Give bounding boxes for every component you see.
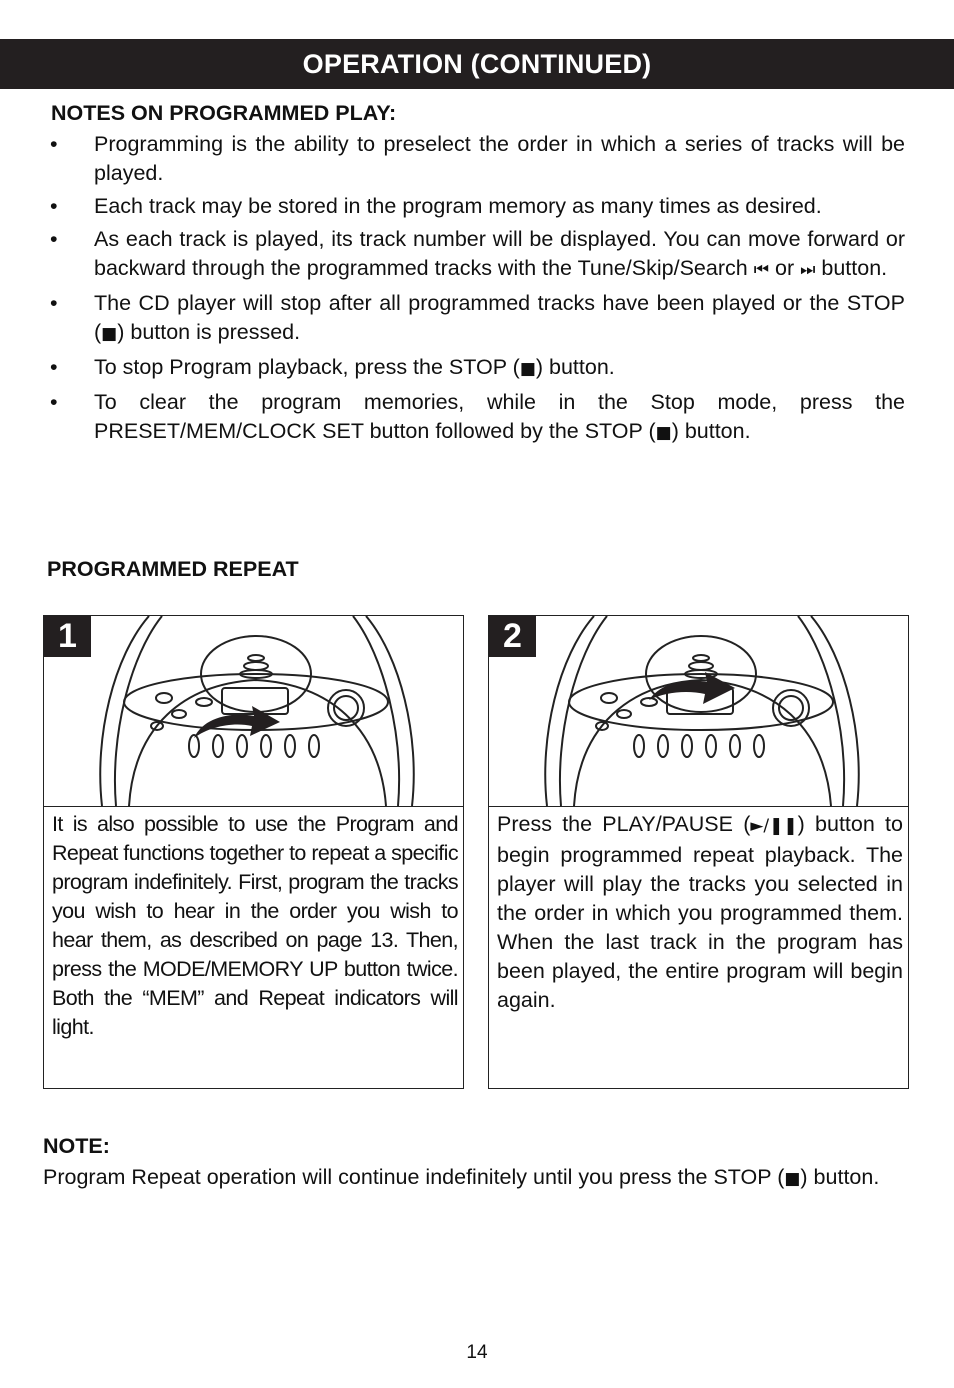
cd-player-illustration xyxy=(44,616,463,807)
step-panel-1 xyxy=(43,615,464,1089)
list-item: • To stop Program playback, press the STOP (■) button. xyxy=(47,353,905,384)
step-text: It is also possible to use the Program and Repeat functions together to repeat a specific program indefinitely. First, program the tracks you wish to hear in the order you wish to hear them, as described on page 13. Then, press the MODE/MEMORY UP button twice. Both the “MEM” and Repeat indicators will light. xyxy=(52,812,458,1039)
stop-icon: ■ xyxy=(519,359,536,379)
player-body xyxy=(129,680,386,806)
play-pause-icon: ►/❚❚ xyxy=(750,816,798,836)
handle-left-inner xyxy=(115,616,162,806)
bullet: • xyxy=(50,390,58,414)
page-number: 14 xyxy=(466,1342,488,1363)
handle-right-inner xyxy=(353,616,399,806)
stop-icon: ■ xyxy=(101,324,118,344)
section-title: OPERATION (CONTINUED) xyxy=(302,48,652,79)
step-number: 1 xyxy=(44,616,91,657)
section-banner xyxy=(0,39,954,89)
bullet: • xyxy=(50,291,58,315)
list-item: • Each track may be stored in the program memory as many times as desired. xyxy=(47,192,905,221)
cd-player-illustration xyxy=(489,616,908,807)
notes-list xyxy=(47,130,905,452)
stop-icon: ■ xyxy=(655,423,672,443)
note-heading: NOTE: xyxy=(43,1134,110,1158)
bullet: • xyxy=(50,132,58,156)
step-text: Press the PLAY/PAUSE (►/❚❚) button to begin programmed repeat playback. The player will play the tracks you selected in the order in which you programmed them. When the last track in the program has been played, the entire program will begin again. xyxy=(497,812,903,1012)
skip-forward-icon: ⏭ xyxy=(800,260,816,280)
cd-player-drawing xyxy=(44,616,463,806)
note-text: Program Repeat operation will continue indefinitely until you press the STOP (■) button. xyxy=(43,1165,880,1189)
list-item: • As each track is played, its track number will be displayed. You can move forward or backward through the programmed tracks with the Tune/Skip/Search ⏮ or ⏭ button. xyxy=(50,227,905,280)
step-number: 2 xyxy=(489,616,536,657)
bullet: • xyxy=(50,227,58,251)
handle-left xyxy=(100,616,149,806)
list-item: • Programming is the ability to preselect the order in which a series of tracks will be played. xyxy=(50,132,905,185)
step-panel-2 xyxy=(488,615,909,1089)
repeat-heading: PROGRAMMED REPEAT xyxy=(47,557,299,581)
skip-back-icon: ⏮ xyxy=(753,260,769,280)
stop-icon: ■ xyxy=(784,1169,801,1189)
bullet: • xyxy=(50,194,58,218)
list-item: • To clear the program memories, while in the Stop mode, press the PRESET/MEM/CLOCK SET button followed by the STOP (■) button. xyxy=(50,390,905,443)
bullet: • xyxy=(50,355,58,379)
list-item: • The CD player will stop after all programmed tracks have been played or the STOP (■) button is pressed. xyxy=(50,291,905,344)
handle-right xyxy=(366,616,414,806)
notes-heading: NOTES ON PROGRAMMED PLAY: xyxy=(51,101,397,125)
cd-player-drawing xyxy=(489,616,908,806)
